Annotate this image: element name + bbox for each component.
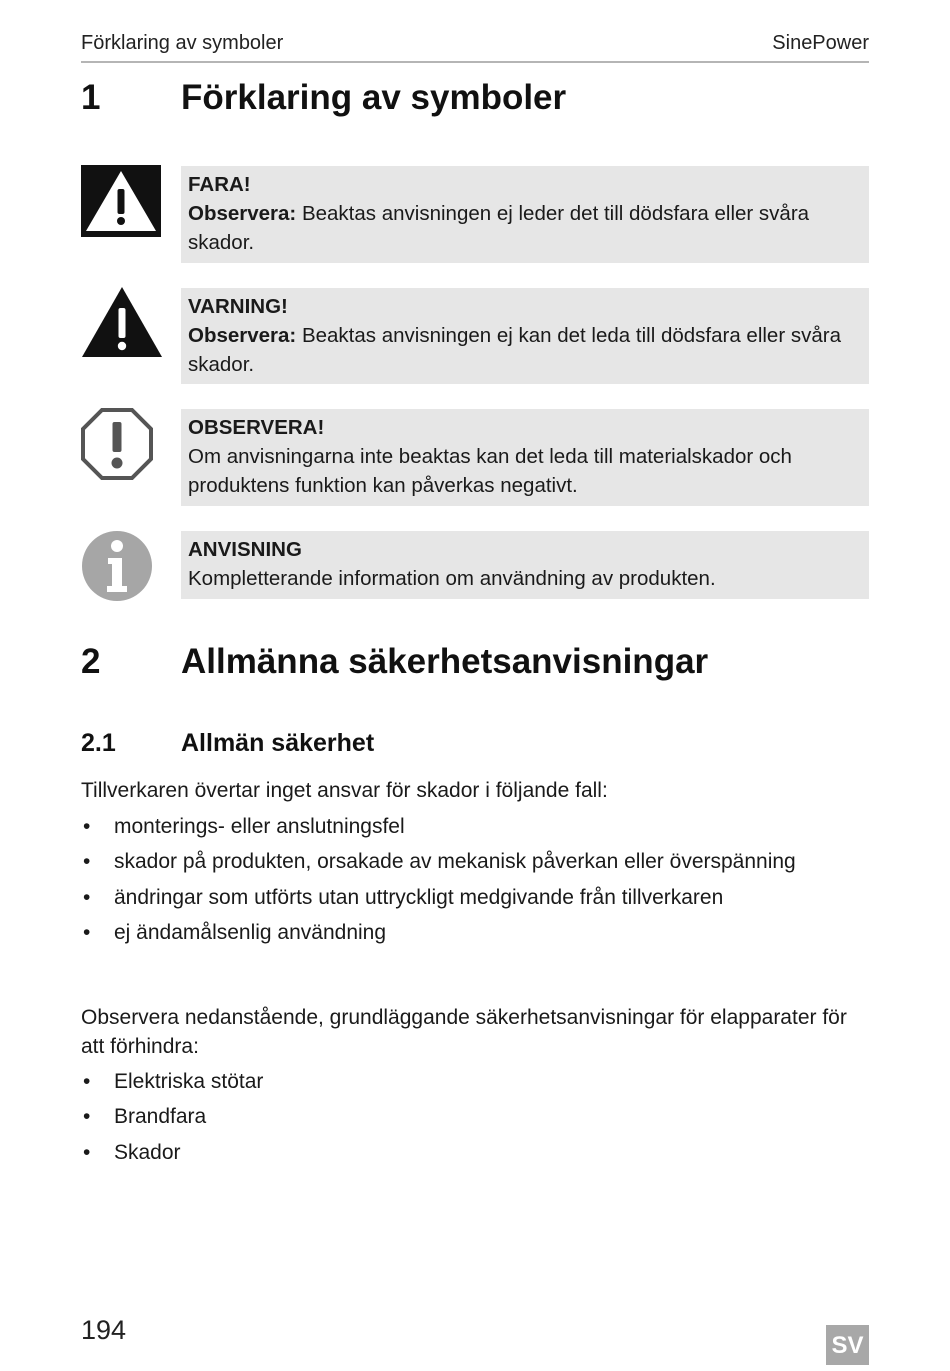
- callout-danger: [181, 166, 869, 263]
- caution-octagon-icon: [81, 408, 153, 485]
- callout-info: [181, 531, 869, 599]
- callout-warning-lead: Observera:: [188, 324, 297, 347]
- bullet-glyph: •: [83, 920, 91, 944]
- list-item: • skador på produkten, orsakade av mekanisk påverkan eller överspänning: [81, 847, 869, 882]
- callout-warning-heading: VARNING!: [188, 295, 288, 318]
- page-number: 194: [81, 1315, 127, 1345]
- running-header-product: SinePower: [772, 32, 869, 54]
- section-2-number: 2: [81, 642, 101, 681]
- liability-intro: Tillverkaren övertar inget ansvar för skador i följande fall:: [81, 779, 608, 802]
- section-1-number: 1: [81, 78, 101, 117]
- bullet-glyph: •: [83, 1070, 91, 1093]
- callout-warning: [181, 288, 869, 384]
- safety-paragraph: Observera nedanstående, grundläggande säkerhetsanvisningar för elapparater för att förhindra:: [81, 1006, 847, 1058]
- list-item: • Elektriska stötar: [81, 1067, 869, 1102]
- section-1-title: Förklaring av symboler: [181, 78, 567, 117]
- bullet-glyph: •: [83, 1140, 91, 1164]
- callout-danger-text: Beaktas anvisningen ej leder det till dödsfara eller svåra skador.: [188, 202, 810, 254]
- callout-caution-heading: OBSERVERA!: [188, 416, 325, 439]
- bullet-glyph: •: [83, 885, 91, 909]
- section-2-1-title: Allmän säkerhet: [181, 729, 375, 757]
- hazard-list: [81, 1067, 869, 1173]
- running-header-title: Förklaring av symboler: [81, 32, 284, 54]
- list-item: • ändringar som utförts utan uttryckligt medgivande från tillverkaren: [81, 883, 869, 918]
- callout-danger-lead: Observera:: [188, 202, 297, 225]
- bullet-glyph: •: [83, 815, 91, 838]
- header-divider: [81, 61, 869, 63]
- section-2-1-number: 2.1: [81, 729, 116, 757]
- list-item: • Skador: [81, 1138, 869, 1173]
- callout-info-text: Kompletterande information om användning av produkten.: [188, 567, 716, 590]
- list-item: • ej ändamålsenlig användning: [81, 918, 869, 953]
- section-2-title: Allmänna säkerhetsanvisningar: [181, 642, 709, 681]
- warning-triangle-icon: [81, 286, 163, 363]
- bullet-glyph: •: [83, 850, 91, 874]
- danger-square-icon: [81, 165, 161, 242]
- list-item: • monterings- eller anslutningsfel: [81, 812, 869, 847]
- callout-info-heading: ANVISNING: [188, 538, 302, 561]
- liability-list: [81, 812, 869, 953]
- info-circle-icon: [81, 530, 153, 607]
- bullet-glyph: •: [83, 1105, 91, 1129]
- callout-danger-heading: FARA!: [188, 173, 251, 196]
- callout-caution-text: Om anvisningarna inte beaktas kan det leda till materialskador och produktens funktion kan påverkas negativt.: [188, 445, 792, 497]
- callout-caution: [181, 409, 869, 506]
- language-badge: SV: [826, 1325, 869, 1365]
- callout-warning-text: Beaktas anvisningen ej kan det leda till dödsfara eller svåra skador.: [188, 324, 841, 376]
- list-item: • Brandfara: [81, 1102, 869, 1137]
